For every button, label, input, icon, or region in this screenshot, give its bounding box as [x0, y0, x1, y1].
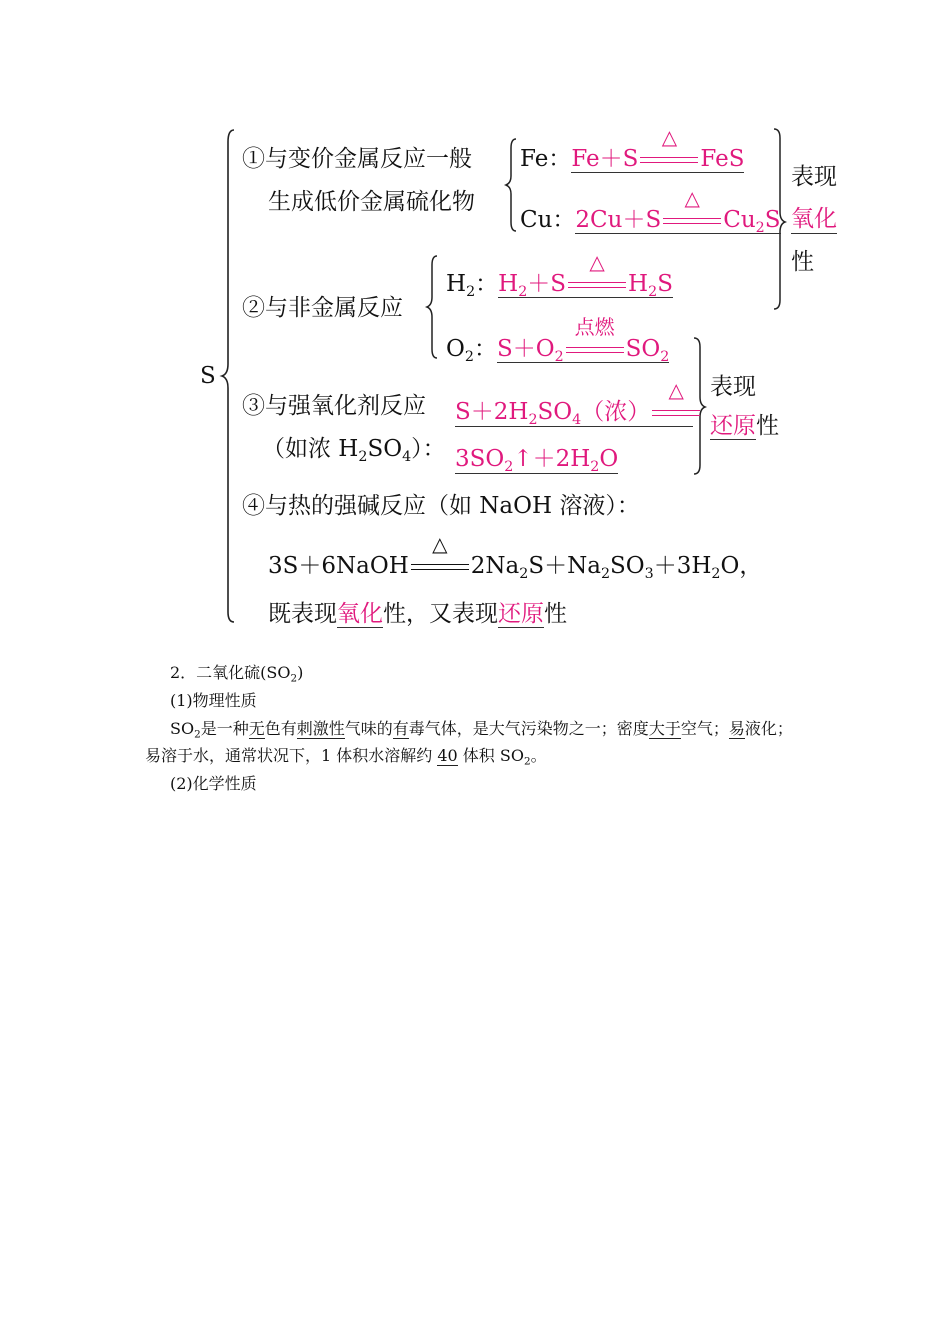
- cu-label: Cu：: [520, 207, 576, 233]
- reaction3-equation-line2: $3SO_2↑+2H_2O$: [455, 446, 619, 475]
- fe-equation: Fe＋S △ FeS: [571, 125, 745, 172]
- oxidation-summary-highlight: 氧化: [791, 206, 837, 232]
- chemical-properties-heading: (2)化学性质: [170, 774, 257, 793]
- reaction3-line2: （如浓 $H_2SO_4$）：: [262, 436, 446, 465]
- oxidation-summary-line3: 性: [791, 249, 814, 275]
- reaction1-line2: 生成低价金属硫化物: [268, 189, 475, 215]
- reaction4-line1: ④与热的强碱反应（如 NaOH 溶液）：: [242, 493, 640, 519]
- physical-properties-para2: 易溶于水，通常状况下，1 体积水溶解约 40 体积 $SO_2$。: [145, 746, 547, 768]
- physical-properties-para1: $SO_2$是一种无色有刺激性气味的有毒气体，是大气污染物之一；密度大于空气；易液化；: [170, 719, 793, 741]
- o2-reaction: [446, 315, 670, 365]
- nonmetal-brace: [426, 255, 440, 365]
- reduction-summary-line2: 还原性: [710, 413, 779, 439]
- reduction-summary-line1: 表现: [710, 374, 756, 400]
- reaction4-equation: 3S＋6NaOH △ $2Na_2S+Na_2SO_3+3H_2O$，: [268, 532, 763, 582]
- physical-properties-heading: (1)物理性质: [170, 691, 257, 710]
- root-sulfur: S: [200, 363, 216, 389]
- o2-equation: $S+O_2$ 点燃 $SO_2$: [496, 315, 670, 365]
- reaction4-line3: 既表现氧化性，又表现还原性: [268, 601, 567, 627]
- h2-reaction: [446, 250, 673, 300]
- o2-label: $O_2$：: [446, 336, 497, 365]
- cu-reaction: [520, 186, 781, 236]
- fe-label: Fe：: [520, 146, 572, 172]
- section-heading: 2．二氧化硫$(SO_2)$: [170, 663, 304, 685]
- oxidation-summary-line1: 表现: [791, 164, 837, 190]
- reaction3-equation-line1: $S+2H_2SO_4$（浓） △: [455, 398, 693, 427]
- reaction2-line: ②与非金属反应: [242, 295, 403, 321]
- reaction1-line1: ①与变价金属反应一般: [242, 146, 472, 172]
- main-brace: [220, 128, 240, 628]
- h2-equation: $H_2+S$ △ $H_2S$: [498, 250, 673, 300]
- metal-brace: [505, 138, 519, 238]
- h2-label: $H_2$：: [446, 271, 499, 300]
- reaction3-line1: ③与强氧化剂反应: [242, 393, 426, 419]
- fe-reaction: [520, 125, 745, 173]
- cu-equation: 2Cu＋S △ $Cu_2S$: [575, 186, 781, 236]
